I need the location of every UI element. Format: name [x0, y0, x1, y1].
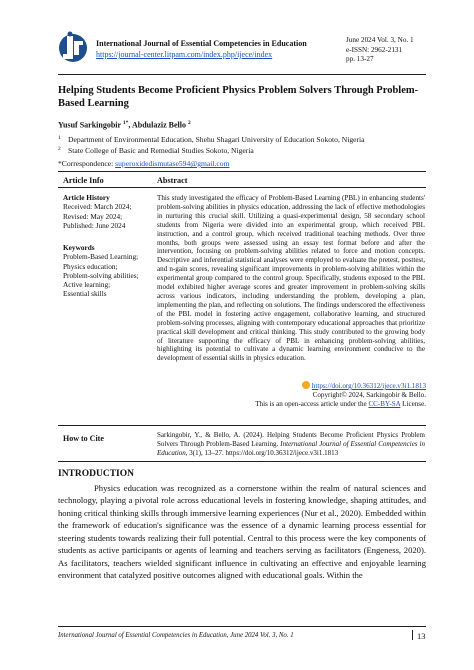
table-head-rule — [58, 187, 426, 188]
license-line — [156, 400, 426, 409]
citation-post: , 3(1), 13–27. https://doi.org/10.36312/ijece.v3i1.1813 — [185, 448, 339, 457]
journal-url-link[interactable]: https://journal-center.litpam.com/index.php/ijece/index — [96, 50, 273, 59]
article-history — [63, 193, 147, 230]
affiliation-1-text: Department of Environmental Education, Shehu Shagari University of Education Sokoto, Nigeria — [68, 135, 365, 144]
license-link[interactable]: CC-BY-SA — [368, 400, 401, 409]
correspondence-email-link[interactable]: superoxidedismutase594@gmail.com — [115, 159, 230, 168]
received-date: Received: March 2024; — [63, 202, 132, 212]
keyword-item: Essential skills — [63, 289, 107, 299]
journal-meta — [346, 36, 426, 65]
license-pre: This is an open-access article under the — [255, 400, 369, 409]
doi-icon — [302, 381, 310, 389]
keyword-item: Problem-solving abilities; — [63, 270, 139, 280]
author-1-sup: 1* — [122, 120, 129, 126]
author-1: Yusuf Sarkingobir — [58, 120, 123, 130]
page-number-bar — [412, 630, 413, 640]
article-info-heading: Article Info — [63, 176, 104, 185]
header-divider — [58, 74, 426, 75]
journal-header — [58, 28, 426, 72]
footer-divider — [58, 626, 426, 627]
affiliation-2-text: State College of Basic and Remedial Studies Sokoto, Nigeria — [68, 146, 254, 155]
table-mid-rule — [58, 425, 426, 426]
author-2: , Abdulaziz Bello — [128, 120, 188, 130]
abstract-heading: Abstract — [157, 176, 188, 185]
journal-logo-icon — [58, 30, 88, 66]
license-post: License. — [400, 400, 426, 409]
keywords-label: Keywords — [63, 243, 95, 252]
table-top-rule — [58, 171, 426, 172]
journal-issn: e-ISSN: 2962-2131 — [346, 45, 403, 54]
abstract-text: This study investigated the efficacy of Problem-Based Learning (PBL) in enhancing students' problem-solving abilities in physics education, addressing the lack of effective methodologies in nurturing this crucial skill. Utilizing a quasi-experimental design, 58 secondary school students from Nigeria were divided into an experimental group, which received PBL instruction, and a control group, which received traditional teaching methods. Over three months, both groups were assessed using an essay test format before and after the intervention, focusing on problem-solving abilities related to force and motion concepts. Descriptive and inferential statistical analyses were employed to evaluate the pretest, posttest, and n-gain scores, revealing significant improvements in problem-solving abilities within the experimental group compared to the control group. Specifically, students exposed to the PBL model exhibited higher average scores and greater improvement in problem-solving skills across various indicators, including understanding the problem, developing a plan, implementing the plan, and reflecting on solutions. The findings underscored the effectiveness of the PBL model in fostering active engagement, collaborative learning, and structured problem-solving processes, aligning with contemporary educational approaches that prioritize practical skill development and critical thinking. This study contributed to the growing body of literature supporting the efficacy of PBL in enhancing problem-solving abilities, highlighting its potential to cultivate a dynamic learning environment conducive to the development of essential skills in physics education. — [157, 194, 425, 363]
affiliation-1-num: 1 — [58, 135, 61, 141]
citation-pre: Sarkingobir, Y., & Bello, A. (2024). Helping Students Become Proficient Physics Problem Solvers Through Problem-Based Learning. — [157, 431, 425, 448]
keywords — [63, 243, 147, 299]
affiliation-1 — [58, 135, 365, 144]
affiliation-2-num: 2 — [58, 146, 61, 152]
copyright: Copyright© 2024, Sarkingobir & Bello. — [312, 391, 426, 400]
published-date: Published: June 2024 — [63, 220, 126, 230]
how-to-cite-text — [157, 431, 425, 458]
correspondence-label: *Correspondence: — [58, 159, 116, 168]
doi-link[interactable]: https://doi.org/10.36312/ijece.v3i1.1813 — [311, 382, 426, 390]
correspondence — [58, 159, 230, 168]
history-label: Article History — [63, 193, 110, 202]
keyword-item: Problem-Based Learning; — [63, 252, 139, 262]
revised-date: Revised: May 2024; — [63, 211, 123, 221]
how-to-cite-heading: How to Cite — [63, 434, 104, 443]
author-line — [58, 120, 191, 130]
introduction-heading: INTRODUCTION — [58, 469, 135, 479]
citation-journal: International Journal of Essential Competencies in Education — [157, 439, 425, 457]
table-bottom-rule — [58, 461, 426, 462]
paper-title: Helping Students Become Proficient Physics Problem Solvers Through Problem-Based Learning — [58, 85, 419, 109]
journal-pages: pp. 13-27 — [346, 55, 374, 63]
affiliation-2 — [58, 146, 254, 155]
journal-name: International Journal of Essential Competencies in Education — [96, 39, 307, 48]
introduction-text: Physics education was recognized as a cornerstone within the realm of natural sciences and technology, playing a pivotal role across educational levels in fostering knowledge, shaping attitudes, and honing critical thinking skills through immersive learning experiences (Nur et al., 2020). Embedded within the framework of education's significance was the essence of a dynamic learning process essential for steering students towards realizing their full potential. Central to this process were the key components of students as active participants or agents of learning and teachers serving as facilitators (Engeness, 2020). As facilitators, teachers wielded significant influence in cultivating an effective and enjoyable learning environment that catalyzed positive outcomes aligned with educational goals. Within the — [58, 483, 427, 581]
keyword-item: Physics education; — [63, 261, 118, 271]
doi-block — [156, 381, 426, 410]
author-2-sup: 2 — [187, 120, 191, 126]
footer-text: International Journal of Essential Competencies in Education, June 2024 Vol. 3, No. 1 — [58, 632, 294, 639]
keyword-item: Active learning; — [63, 280, 111, 290]
journal-issue: June 2024 Vol. 3, No. 1 — [346, 36, 414, 44]
page-number — [412, 630, 426, 641]
page-number-value: 13 — [417, 631, 426, 641]
